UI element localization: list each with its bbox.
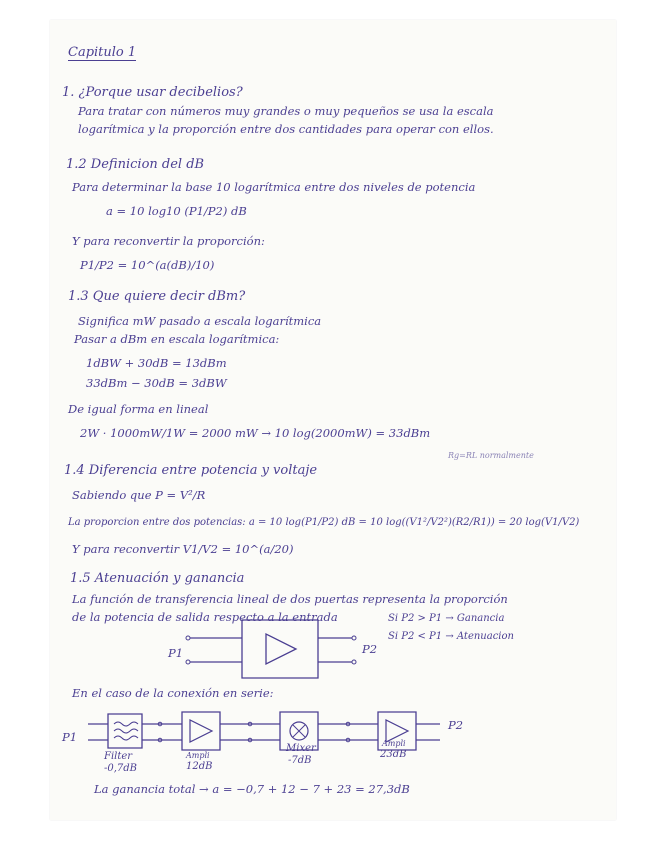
- section-2-line-3: Y para reconvertir la proporción:: [72, 234, 265, 248]
- chapter-title: Capitulo 1: [68, 45, 137, 60]
- two-port-input-label: P1: [168, 646, 184, 660]
- notebook-page: [50, 20, 616, 820]
- section-5-line-5: En el caso de la conexión en serie:: [72, 686, 274, 700]
- section-5-line-1: La función de transferencia lineal de dos puertas representa la proporción: [72, 592, 508, 606]
- section-1-title: 1. ¿Porque usar decibelios?: [62, 85, 243, 100]
- total-gain: La ganancia total → a = −0,7 + 12 − 7 + 23 = 27,3dB: [94, 782, 410, 796]
- chain-block-1-value: -0,7dB: [104, 763, 138, 774]
- section-4-line-1: Sabiendo que P = V²/R: [72, 488, 206, 502]
- section-3-line-5: De igual forma en lineal: [68, 402, 209, 416]
- chain-input-label: P1: [62, 730, 78, 744]
- chain-block-2-value: 12dB: [186, 761, 213, 772]
- section-3-calc-1: 1dBW + 30dB = 13dBm: [86, 356, 227, 370]
- section-4-line-2: La proporcion entre dos potencias: a = 10 log(P1/P2) dB = 10 log((V1²/V2²)(R2/R1)) = 20 log(V1/V2): [68, 517, 580, 528]
- section-1-line-1: Para tratar con números muy grandes o muy pequeños se usa la escala: [78, 104, 494, 118]
- chain-block-4-value: 23dB: [380, 749, 407, 760]
- section-4-title: 1.4 Diferencia entre potencia y voltaje: [64, 463, 318, 478]
- section-3-calc-2: 33dBm − 30dB = 3dBW: [86, 376, 227, 390]
- chain-block-4-name: Ampli: [382, 739, 406, 748]
- section-5-gain-rule: Si P2 > P1 → Ganancia: [388, 613, 505, 624]
- chain-block-1-name: Filter: [104, 751, 133, 762]
- chain-block-3-name: Mixer: [286, 743, 316, 754]
- section-5-title: 1.5 Atenuación y ganancia: [70, 571, 245, 586]
- section-2-line-1: Para determinar la base 10 logarítmica entre dos niveles de potencia: [72, 180, 476, 194]
- section-1-line-2: logarítmica y la proporción entre dos cantidades para operar con ellos.: [78, 122, 494, 136]
- section-5-atten-rule: Si P2 < P1 → Atenuacion: [388, 631, 514, 642]
- chain-block-2-name: Ampli: [186, 751, 210, 760]
- section-2-formula-db: a = 10 log10 (P1/P2) dB: [106, 204, 247, 218]
- chain-block-3-value: -7dB: [288, 755, 312, 766]
- two-port-diagram: [170, 618, 370, 682]
- chain-output-label: P2: [448, 718, 464, 732]
- section-3-title: 1.3 Que quiere decir dBm?: [68, 289, 246, 304]
- section-5-line-2: de la potencia de salida respecto a la entrada: [72, 610, 338, 624]
- section-3-calc-3: 2W · 1000mW/1W = 2000 mW → 10 log(2000mW) = 33dBm: [80, 426, 431, 440]
- section-3-line-2: Pasar a dBm en escala logarítmica:: [74, 332, 280, 346]
- section-4-line-3: Y para reconvertir V1/V2 = 10^(a/20): [72, 542, 294, 556]
- section-2-formula-ratio: P1/P2 = 10^(a(dB)/10): [80, 258, 215, 272]
- section-3-line-1: Significa mW pasado a escala logarítmica: [78, 314, 322, 328]
- two-port-output-label: P2: [362, 642, 378, 656]
- section-2-title: 1.2 Definicion del dB: [66, 157, 205, 172]
- section-4-note: Rg=RL normalmente: [448, 451, 534, 460]
